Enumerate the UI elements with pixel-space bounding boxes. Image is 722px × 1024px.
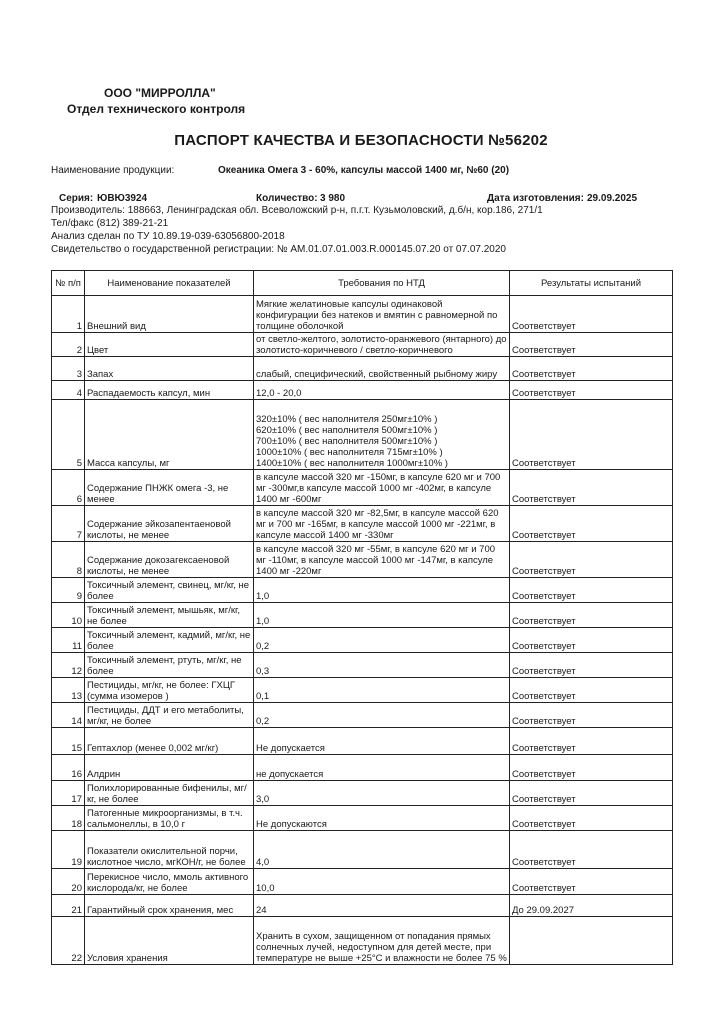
row-result: Соответствует bbox=[510, 542, 673, 578]
row-result: Соответствует bbox=[510, 678, 673, 703]
phone-line: Тел/факс (812) 389-21-21 bbox=[51, 218, 169, 229]
table-row bbox=[52, 895, 673, 917]
row-number: 21 bbox=[52, 895, 85, 917]
row-indicator: Распадаемость капсул, мин bbox=[85, 381, 254, 400]
table-row bbox=[52, 603, 673, 628]
row-requirement: Мягкие желатиновые капсулы одинаковой конфигурации без натеков и вмятин с равномерной по толщине оболочкой bbox=[254, 296, 510, 333]
row-result: Соответствует bbox=[510, 628, 673, 653]
row-number: 3 bbox=[52, 357, 85, 381]
row-indicator: Пестициды, ДДТ и его метаболиты, мг/кг, не более bbox=[85, 703, 254, 728]
row-requirement: от светло-желтого, золотисто-оранжевого (янтарного) до золотисто-коричневого / светло-коричневого bbox=[254, 333, 510, 357]
row-requirement: Хранить в сухом, защищенном от попадания прямых солнечных лучей, недоступном для детей месте, при температуре не выше +25°С и влажности не более 75 % bbox=[254, 917, 510, 965]
table-row bbox=[52, 578, 673, 603]
table-row bbox=[52, 470, 673, 506]
row-number: 2 bbox=[52, 333, 85, 357]
row-result: Соответствует bbox=[510, 653, 673, 678]
row-number: 20 bbox=[52, 869, 85, 895]
table-row bbox=[52, 703, 673, 728]
table-row bbox=[52, 400, 673, 470]
table-row bbox=[52, 755, 673, 781]
row-number: 15 bbox=[52, 728, 85, 755]
row-number: 1 bbox=[52, 296, 85, 333]
row-result: Соответствует bbox=[510, 357, 673, 381]
table-row bbox=[52, 506, 673, 542]
row-number: 14 bbox=[52, 703, 85, 728]
table-row bbox=[52, 917, 673, 965]
row-requirement: 1,0 bbox=[254, 578, 510, 603]
row-requirement: 1,0 bbox=[254, 603, 510, 628]
row-result: Соответствует bbox=[510, 506, 673, 542]
row-requirement: 0,2 bbox=[254, 703, 510, 728]
table-row bbox=[52, 333, 673, 357]
row-indicator: Содержание докозагексаеновой кислоты, не менее bbox=[85, 542, 254, 578]
row-number: 22 bbox=[52, 917, 85, 965]
row-indicator: Условия хранения bbox=[85, 917, 254, 965]
row-indicator: Перекисное число, ммоль активного кислорода/кг, не более bbox=[85, 869, 254, 895]
table-header-row bbox=[52, 271, 673, 296]
quantity-label: Количество: bbox=[256, 193, 318, 204]
row-indicator: Содержание эйкозапентаеновой кислоты, не менее bbox=[85, 506, 254, 542]
row-number: 19 bbox=[52, 831, 85, 869]
quality-table bbox=[51, 270, 673, 965]
row-number: 18 bbox=[52, 806, 85, 831]
row-indicator: Содержание ПНЖК омега -3, не менее bbox=[85, 470, 254, 506]
table-row bbox=[52, 869, 673, 895]
row-requirement: в капсуле массой 320 мг -150мг, в капсуле 620 мг и 700 мг -300мг,в капсуле массой 1000 мг -402мг, в капсуле 1400 мг -600мг bbox=[254, 470, 510, 506]
table-row bbox=[52, 296, 673, 333]
table-body bbox=[52, 296, 673, 965]
quantity-value: 3 980 bbox=[320, 193, 346, 204]
row-indicator: Токсичный элемент, свинец, мг/кг, не более bbox=[85, 578, 254, 603]
row-requirement: слабый, специфический, свойственный рыбному жиру bbox=[254, 357, 510, 381]
row-indicator: Патогенные микроорганизмы, в т.ч. сальмонеллы, в 10,0 г bbox=[85, 806, 254, 831]
table-row bbox=[52, 728, 673, 755]
row-number: 10 bbox=[52, 603, 85, 628]
row-number: 5 bbox=[52, 400, 85, 470]
row-result: Соответствует bbox=[510, 806, 673, 831]
row-indicator: Полихлорированные бифенилы, мг/кг, не более bbox=[85, 781, 254, 806]
row-number: 17 bbox=[52, 781, 85, 806]
row-requirement: 0,1 bbox=[254, 678, 510, 703]
table-row bbox=[52, 357, 673, 381]
row-number: 9 bbox=[52, 578, 85, 603]
row-result: Соответствует bbox=[510, 470, 673, 506]
header-requirements: Требования по НТД bbox=[254, 271, 510, 296]
table-row bbox=[52, 653, 673, 678]
table-row bbox=[52, 381, 673, 400]
document-title: ПАСПОРТ КАЧЕСТВА И БЕЗОПАСНОСТИ №56202 bbox=[174, 132, 548, 149]
product-name: Океаника Омега 3 - 60%, капсулы массой 1400 мг, №60 (20) bbox=[218, 165, 510, 176]
row-number: 12 bbox=[52, 653, 85, 678]
row-requirement: не допускается bbox=[254, 755, 510, 781]
row-requirement: 10,0 bbox=[254, 869, 510, 895]
row-indicator: Масса капсулы, мг bbox=[85, 400, 254, 470]
row-indicator: Токсичный элемент, ртуть, мг/кг, не более bbox=[85, 653, 254, 678]
row-result: Соответствует bbox=[510, 728, 673, 755]
row-requirement: Не допускается bbox=[254, 728, 510, 755]
row-number: 16 bbox=[52, 755, 85, 781]
row-indicator: Запах bbox=[85, 357, 254, 381]
row-indicator: Токсичный элемент, кадмий, мг/кг, не более bbox=[85, 628, 254, 653]
row-result: Соответствует bbox=[510, 755, 673, 781]
row-result: Соответствует bbox=[510, 381, 673, 400]
row-result: Соответствует bbox=[510, 578, 673, 603]
department-name: Отдел технического контроля bbox=[67, 102, 246, 116]
row-requirement: 3,0 bbox=[254, 781, 510, 806]
row-indicator: Алдрин bbox=[85, 755, 254, 781]
row-number: 7 bbox=[52, 506, 85, 542]
row-result: До 29.09.2027 bbox=[510, 895, 673, 917]
row-requirement: 0,2 bbox=[254, 628, 510, 653]
table-row bbox=[52, 542, 673, 578]
row-number: 6 bbox=[52, 470, 85, 506]
row-result bbox=[510, 917, 673, 965]
table-row bbox=[52, 678, 673, 703]
product-label: Наименование продукции: bbox=[51, 165, 175, 176]
series-value: ЮВЮ3924 bbox=[97, 193, 148, 204]
row-indicator: Пестициды, мг/кг, не более: ГХЦГ (сумма изомеров ) bbox=[85, 678, 254, 703]
row-result: Соответствует bbox=[510, 603, 673, 628]
row-result: Соответствует bbox=[510, 703, 673, 728]
row-requirement: 0,3 bbox=[254, 653, 510, 678]
header-num: № п/п bbox=[52, 271, 85, 296]
manufacture-date-value: 29.09.2025 bbox=[587, 193, 638, 204]
row-requirement: 320±10% ( вес наполнителя 250мг±10% ) 620±10% ( вес наполнителя 500мг±10% ) 700±10% ( вес наполнителя 500мг±10% ) 1000±10% ( вес наполнителя 715мг±10% ) 1400±10% ( вес наполнителя 1000мг±10% ) bbox=[254, 400, 510, 470]
row-number: 4 bbox=[52, 381, 85, 400]
row-result: Соответствует bbox=[510, 781, 673, 806]
row-indicator: Гептахлор (менее 0,002 мг/кг) bbox=[85, 728, 254, 755]
series-label: Серия: bbox=[59, 193, 94, 204]
row-requirement: 12,0 - 20,0 bbox=[254, 381, 510, 400]
org-name: ООО "МИРРОЛЛА" bbox=[104, 86, 216, 100]
row-result: Соответствует bbox=[510, 296, 673, 333]
row-number: 11 bbox=[52, 628, 85, 653]
row-requirement: Не допускаются bbox=[254, 806, 510, 831]
row-indicator: Показатели окислительной порчи, кислотное число, мгКОН/г, не более bbox=[85, 831, 254, 869]
row-indicator: Внешний вид bbox=[85, 296, 254, 333]
row-result: Соответствует bbox=[510, 869, 673, 895]
row-requirement: 24 bbox=[254, 895, 510, 917]
row-requirement: 4,0 bbox=[254, 831, 510, 869]
row-indicator: Токсичный элемент, мышьяк, мг/кг, не более bbox=[85, 603, 254, 628]
row-result: Соответствует bbox=[510, 400, 673, 470]
table-row bbox=[52, 781, 673, 806]
row-number: 13 bbox=[52, 678, 85, 703]
row-indicator: Гарантийный срок хранения, мес bbox=[85, 895, 254, 917]
header-results: Результаты испытаний bbox=[510, 271, 673, 296]
table-row bbox=[52, 628, 673, 653]
row-indicator: Цвет bbox=[85, 333, 254, 357]
manufacture-date-label: Дата изготовления: bbox=[487, 193, 584, 204]
row-requirement: в капсуле массой 320 мг -82,5мг, в капсуле массой 620 мг и 700 мг -165мг, в капсуле массой 1000 мг -221мг, в капсуле массой 1400 мг -330мг bbox=[254, 506, 510, 542]
row-number: 8 bbox=[52, 542, 85, 578]
row-result: Соответствует bbox=[510, 831, 673, 869]
table-row bbox=[52, 806, 673, 831]
certificate-line: Свидетельство о государственной регистрации: № AM.01.07.01.003.R.000145.07.20 от 07.07.2020 bbox=[51, 244, 506, 255]
analysis-line: Анализ сделан по ТУ 10.89.19-039-63056800-2018 bbox=[51, 231, 285, 242]
header-name: Наименование показателей bbox=[85, 271, 254, 296]
row-result: Соответствует bbox=[510, 333, 673, 357]
row-requirement: в капсуле массой 320 мг -55мг, в капсуле 620 мг и 700 мг -110мг, в капсуле массой 1000 мг -147мг, в капсуле 1400 мг -220мг bbox=[254, 542, 510, 578]
manufacturer-line: Производитель: 188663, Ленинградская обл. Всеволожский р-н, п.г.т. Кузьмоловский, д.б/н, кор.186, 271/1 bbox=[51, 205, 543, 216]
table-row bbox=[52, 831, 673, 869]
